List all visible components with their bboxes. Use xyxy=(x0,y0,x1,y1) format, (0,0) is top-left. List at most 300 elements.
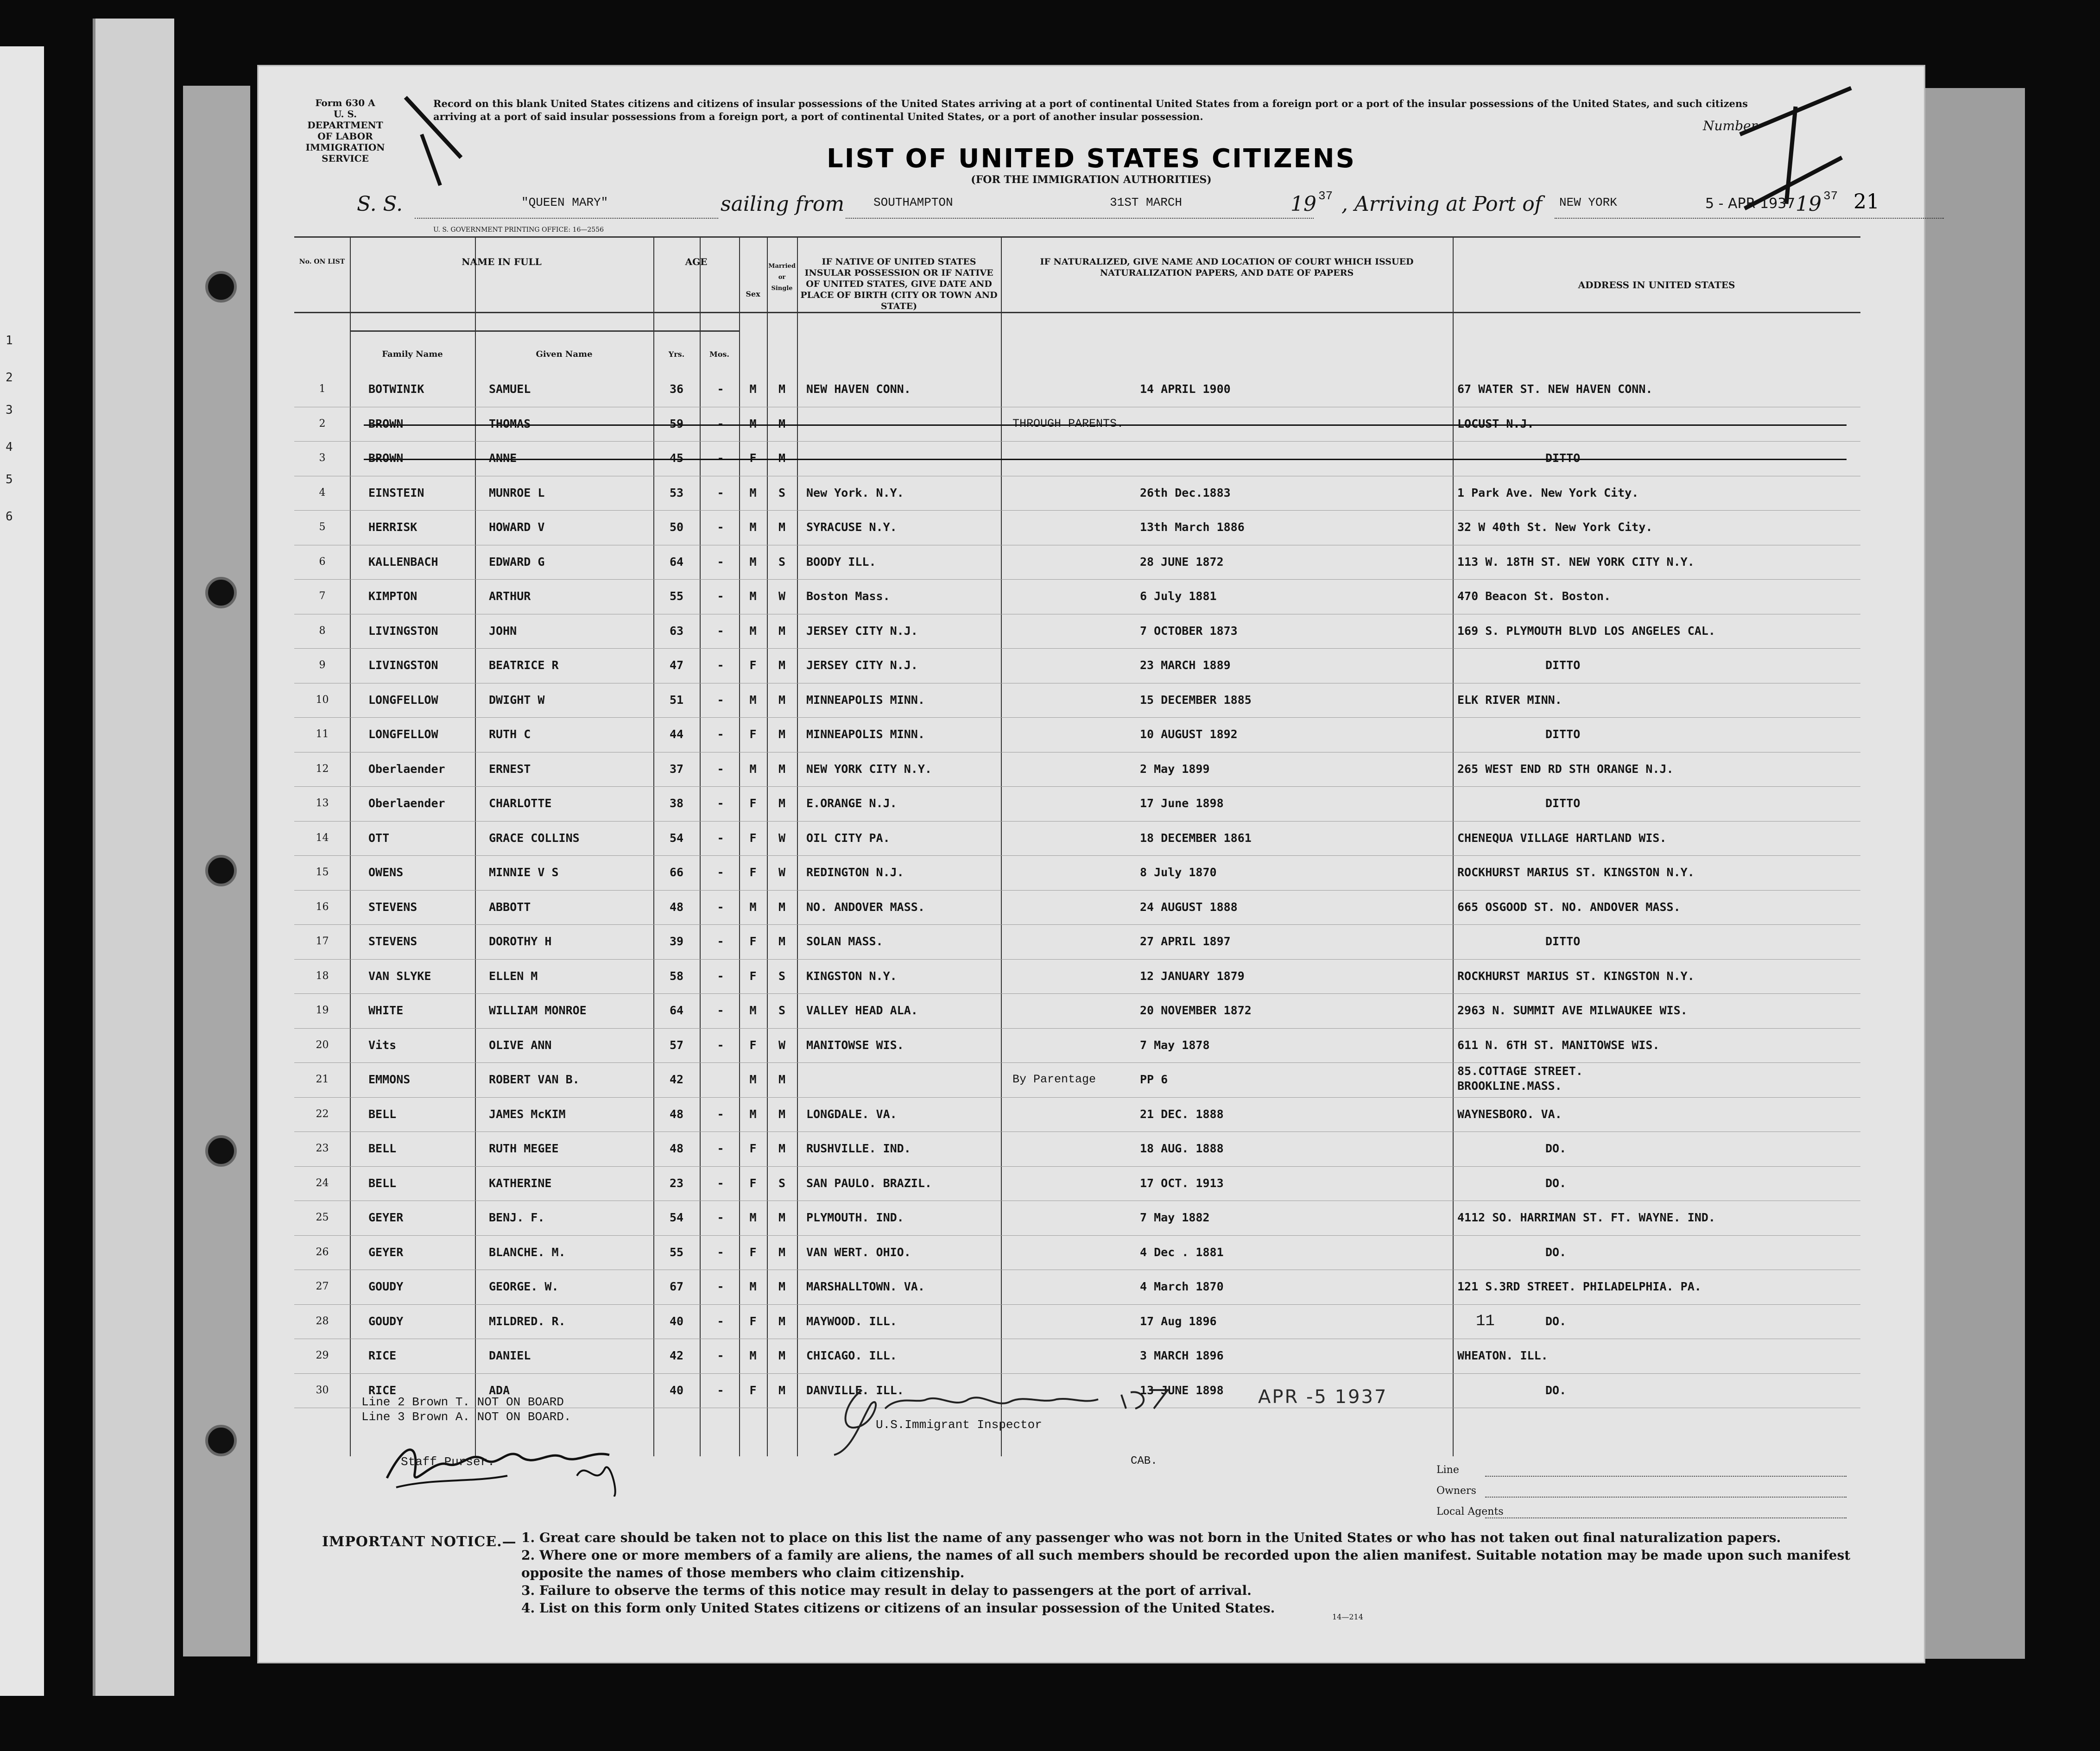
family-name: LIVINGSTON xyxy=(368,624,438,638)
family-name: RICE xyxy=(368,1383,397,1397)
family-name: EMMONS xyxy=(368,1073,411,1086)
form-number-block: Form 630 A U. S. DEPARTMENT OF LABOR IMMIGRATION SERVICE xyxy=(305,97,385,164)
sex: F xyxy=(749,1038,757,1052)
marital-status: M xyxy=(778,1107,786,1121)
age-years: 64 xyxy=(669,1004,684,1017)
us-address: 32 W 40th St. New York City. xyxy=(1457,520,1653,534)
birth-place: MINNEAPOLIS MINN. xyxy=(806,727,925,741)
departure-date: 31ST MARCH xyxy=(1110,196,1183,209)
sex: M xyxy=(749,624,757,638)
birth-date: 24 AUGUST 1888 xyxy=(1140,900,1238,914)
family-name: BOTWINIK xyxy=(368,382,424,396)
important-notice-list xyxy=(521,1529,1865,1617)
naturalization xyxy=(1012,752,1300,786)
age-years: 58 xyxy=(669,969,684,983)
us-address: 121 S.3RD STREET. PHILADELPHIA. PA. xyxy=(1457,1280,1702,1293)
arrival-year: 37 xyxy=(1823,189,1838,203)
us-address: ELK RIVER MINN. xyxy=(1457,693,1562,707)
us-address: 665 OSGOOD ST. NO. ANDOVER MASS. xyxy=(1457,900,1681,914)
age-years: 67 xyxy=(669,1280,684,1293)
us-address: 265 WEST END RD STH ORANGE N.J. xyxy=(1457,762,1674,776)
table-row xyxy=(294,786,1860,821)
manifest-sheet: Form 630 A U. S. DEPARTMENT OF LABOR IMMIGRATION SERVICE Record on this blank United States citizens and citizens of insular possessions of the United States arriving at a port of continental United States from a foreign port or a port of the insular possessions of the United States, and such citizens arriving at a port of said insular possessions from a foreign port, a port of continental United States, or a port of another insular possession. Number LIST OF UNITED STATES CITIZENS (FOR THE IMMIGRATION AUTHORITIES) S. S. "QUEEN MARY" sailing from SOUTHAMPTON 31ST MARCH 19 37 , Arriving at Port of NEW YORK 5 - APR 1937 19 37 21 U. S. GOVERNMENT PRINTING OFFICE: 16—2556 No. ON LIST NAME IN FULL Family Name Given Name AGE Yrs. Mos. Sex Married or Single IF NATIVE OF UNITED STATES INSULAR POSSESSION OR IF NATIVE OF UNITED STATES, GIVE DATE AND PLACE OF BIRTH (CITY OR TOWN AND STATE) IF NATURALIZED, GIVE NAME AND LOCATION OF COURT WHICH ISSUED NATURALIZATION PAPERS, AND DATE OF PAPERS ADDRESS IN UNITED STATES 1 BOTWINIK SAMUEL 36 - M M NEW HAVEN CONN. 14 APRIL 1900 67 WATER ST. NEW HAVEN CONN. 2 BROWN THOMAS 59 - M M THROUGH PARENTS. LOCUST N.J. 3 BROWN ANNE 45 - F M DITTO 4 EINSTEIN MUNROE L 53 - M S New York. N.Y. 26th Dec.1883 1 Park Ave. New York City. 5 HERRISK HOWARD V 50 - M M SYRACUSE N.Y. 13th March 1886 32 W 40th St. New York City. 6 KALLENBACH EDWARD G 64 - M S BOODY ILL. 28 JUNE 1872 113 W. 18TH ST. NEW YORK CITY N.Y. 7 KIMPTON ARTHUR 55 - M W Boston Mass. 6 July 1881 470 Beacon St. Boston. 8 LIVINGSTON JOHN 63 - M M JERSEY CITY N.J. 7 OCTOBER 1873 169 S. PLYMOUTH BLVD LOS ANGELES CAL. 9 LIVINGSTON BEATRICE R 47 - F M JERSEY CITY N.J. 23 MARCH 1889 DITTO 10 LONGFELLOW DWIGHT W 51 - M M MINNEAPOLIS MINN. 15 DECEMBER 1885 ELK RIVER MINN. 11 LONGFELLOW RUTH C 44 - F M MINNEAPOLIS MINN. 10 AUGUST 1892 DITTO 12 Oberlaender ERNEST 37 - M M NEW YORK CITY N.Y. 2 May 1899 265 WEST END RD STH ORANGE N.J. 13 Oberlaender CHARLOTTE 38 - F M E.ORANGE N.J. 17 June 1898 DITTO 14 OTT GRACE COLLINS 54 - F W OIL CITY PA. 18 DECEMBER 1861 CHENEQUA VILLAGE HARTLAND WIS. 15 OWENS MINNIE V S 66 - F W REDINGTON N.J. 8 July 1870 ROCKHURST MARIUS ST. KINGSTON N.Y. 16 STEVENS ABBOTT 48 - M M NO. ANDOVER MASS. 24 AUGUST 1888 665 OSGOOD ST. NO. ANDOVER MASS. 17 STEVENS DOROTHY H 39 - F M SOLAN MASS. 27 APRIL 1897 DITTO 18 VAN SLYKE ELLEN M 58 - F S KINGSTON N.Y. 12 JANUARY 1879 ROCKHURST MARIUS ST. KINGSTON N.Y. 19 WHITE WILLIAM MONROE 64 - M S VALLEY HEAD ALA. 20 NOVEMBER 1872 2963 N. SUMMIT AVE MILWAUKEE WIS. 20 Vits OLIVE ANN 57 - F W MANITOWSE WIS. 7 May 1878 611 N. 6TH ST. MANITOWSE WIS. 21 EMMONS ROBERT VAN B. 42 M M PP 6 By Parentage 85.COTTAGE STREET. BROOKLINE.MASS. 22 BELL JAMES McKIM 48 - M M LONGDALE. VA. 21 DEC. 1888 WAYNESBORO. VA. 23 BELL RUTH MEGEE 48 - F M RUSHVILLE. IND. 18 AUG. 1888 DO. 24 BELL KATHERINE 23 - F S SAN PAULO. BRAZIL. 17 OCT. 1913 DO. 25 GEYER BENJ. F. 54 - M M PLYMOUTH. IND. 7 May 1882 4112 SO. HARRIMAN ST. FT. WAYNE. IND. 26 GEYER BLANCHE. M. 55 - F M VAN WERT. OHIO. 4 Dec . 1881 DO. 27 GOUDY GEORGE. W. 67 - M M MARSHALLTOWN. VA. 4 March 1870 121 S.3RD STREET. PHILADELPHIA. PA. 28 GOUDY MILDRED. R. 40 - F M MAYWOOD. ILL. 17 Aug 1896 11 DO. 29 RICE DANIEL 42 - M M CHICAGO. ILL. 3 MARCH 1896 WHEATON. ILL. 30 RICE ADA 40 - F M DANVILLE. ILL. 13 JUNE 1898 DO. Line 2 Brown T. NOT ON BOARD Line 3 Brown A. NOT ON BOARD. Staff Purser. U.S.Immigrant Inspector APR -5 1937 CAB. Line Owners Local Agents IMPORTANT NOTICE.— 1. Great care should be taken not to place on this list the name of any passenger who was not born in the United States or who has not taken out final naturalization papers. 2. Where one or more members of a family are aliens, the names of all such members should be recorded upon the alien manifest. Suitable notation may be made upon such manifest opposite the names of those members who claim citizenship. 3. Failure to observe the terms of this notice may result in delay to passengers at the port of arrival. 4. List on this form only United States citizens or citizens of an insular possession of the United States. 14—214 xyxy=(257,65,1925,1663)
purser-label: Staff Purser. xyxy=(401,1455,495,1469)
family-name: KALLENBACH xyxy=(368,555,438,569)
age-months: - xyxy=(717,1245,724,1259)
age-years: 59 xyxy=(669,417,684,430)
birth-date: 7 OCTOBER 1873 xyxy=(1140,624,1238,638)
age-years: 55 xyxy=(669,1245,684,1259)
us-address: ROCKHURST MARIUS ST. KINGSTON N.Y. xyxy=(1457,969,1695,983)
marital-status: M xyxy=(778,900,786,914)
line-number: 20 xyxy=(316,1039,329,1051)
line-number: 13 xyxy=(316,797,329,809)
naturalization-header: IF NATURALIZED, GIVE NAME AND LOCATION OF COURT WHICH ISSUED NATURALIZATION PAPERS, AND DATE OF PAPERS xyxy=(1040,257,1414,278)
family-name: GEYER xyxy=(368,1245,404,1259)
sex: F xyxy=(749,1176,757,1190)
given-name: ABBOTT xyxy=(489,900,531,914)
line-number: 28 xyxy=(316,1315,329,1327)
age-months: - xyxy=(717,1280,724,1293)
printing-office-code: U. S. GOVERNMENT PRINTING OFFICE: 16—2556 xyxy=(433,226,604,234)
line-number: 1 xyxy=(319,383,326,395)
sex: F xyxy=(749,658,757,672)
given-name: EDWARD G xyxy=(489,555,545,569)
age-months: - xyxy=(717,1383,724,1397)
us-address: 113 W. 18TH ST. NEW YORK CITY N.Y. xyxy=(1457,555,1695,569)
marital-status: W xyxy=(778,589,786,603)
given-name: DWIGHT W xyxy=(489,693,545,707)
naturalization xyxy=(1012,441,1300,475)
us-address: DO. xyxy=(1545,1142,1567,1155)
us-address: DO. xyxy=(1545,1383,1567,1397)
family-name: OTT xyxy=(368,831,390,845)
given-name: ELLEN M xyxy=(489,969,538,983)
us-address: DO. xyxy=(1545,1245,1567,1259)
age-months: - xyxy=(717,451,724,465)
sex: M xyxy=(749,1280,757,1293)
line-number: 21 xyxy=(316,1074,329,1085)
family-name-header: Family Name xyxy=(382,349,443,359)
family-name: HERRISK xyxy=(368,520,417,534)
marital-status: W xyxy=(778,831,786,845)
marital-status: S xyxy=(778,486,786,499)
birth-date: 17 Aug 1896 xyxy=(1140,1314,1217,1328)
given-name: DOROTHY H xyxy=(489,935,552,948)
line-number: 19 xyxy=(316,1005,329,1016)
sex: M xyxy=(749,589,757,603)
table-row xyxy=(294,1304,1860,1339)
sex-header: Sex xyxy=(746,290,760,298)
age-months: - xyxy=(717,1107,724,1121)
header-rule xyxy=(350,330,739,332)
given-name: OLIVE ANN xyxy=(489,1038,552,1052)
table-row xyxy=(294,407,1860,441)
family-name: GOUDY xyxy=(368,1314,404,1328)
age-months: - xyxy=(717,658,724,672)
age-months: - xyxy=(717,969,724,983)
family-name: STEVENS xyxy=(368,935,417,948)
naturalization xyxy=(1012,993,1300,1028)
given-name: ARTHUR xyxy=(489,589,531,603)
birth-place: MAYWOOD. ILL. xyxy=(806,1314,897,1328)
birth-date: 3 MARCH 1896 xyxy=(1140,1349,1224,1362)
birth-place: Boston Mass. xyxy=(806,589,890,603)
given-name: ADA xyxy=(489,1383,510,1397)
name-in-full-header: NAME IN FULL xyxy=(462,256,542,267)
age-years: 45 xyxy=(669,451,684,465)
note-line-3: Line 3 Brown A. NOT ON BOARD. xyxy=(361,1410,571,1424)
sex: M xyxy=(749,1107,757,1121)
line-number: 25 xyxy=(316,1212,329,1223)
family-name: OWENS xyxy=(368,866,404,879)
notice-item: 3. Failure to observe the terms of this notice may result in delay to passengers at the port of arrival. xyxy=(521,1583,1252,1598)
line-number: 16 xyxy=(316,901,329,913)
birth-place: RUSHVILLE. IND. xyxy=(806,1142,911,1155)
marital-status: M xyxy=(778,1314,786,1328)
no-on-list-header: No. ON LIST xyxy=(299,258,345,265)
marital-status: M xyxy=(778,796,786,810)
line-number: 8 xyxy=(319,625,326,637)
marital-status: M xyxy=(778,658,786,672)
line-number: 27 xyxy=(316,1281,329,1292)
birth-place: KINGSTON N.Y. xyxy=(806,969,897,983)
sex: F xyxy=(749,1383,757,1397)
age-months: - xyxy=(717,727,724,741)
naturalization: 11 xyxy=(1476,1312,1495,1330)
record-instructions: Record on this blank United States citizens and citizens of insular possessions of the United States arriving at a port of continental United States from a foreign port or a port of the insular possessions of the United States, and such citizens arriving at a port of said insular possessions from a foreign port, a port of continental United States, or a port of another insular possession. xyxy=(433,98,1748,122)
table-row xyxy=(294,821,1860,855)
age-years: 37 xyxy=(669,762,684,776)
family-name: STEVENS xyxy=(368,900,417,914)
sex: F xyxy=(749,831,757,845)
birth-place: PLYMOUTH. IND. xyxy=(806,1211,904,1224)
birth-date: 21 DEC. 1888 xyxy=(1140,1107,1224,1121)
table-row xyxy=(294,1062,1860,1097)
naturalization: THROUGH PARENTS. xyxy=(1012,417,1124,430)
naturalization xyxy=(1012,717,1300,752)
ship-name: "QUEEN MARY" xyxy=(521,196,608,209)
age-years: 54 xyxy=(669,1211,684,1224)
line-number: 3 xyxy=(319,452,326,464)
table-row xyxy=(294,993,1860,1028)
us-address: DO. xyxy=(1545,1176,1567,1190)
birth-place: SAN PAULO. BRAZIL. xyxy=(806,1176,932,1190)
age-months: - xyxy=(717,900,724,914)
us-address: WAYNESBORO. VA. xyxy=(1457,1107,1562,1121)
table-row xyxy=(294,614,1860,648)
sex: M xyxy=(749,900,757,914)
sex: M xyxy=(749,382,757,396)
given-name: GEORGE. W. xyxy=(489,1280,559,1293)
departure-year: 37 xyxy=(1318,189,1333,203)
birth-place: VALLEY HEAD ALA. xyxy=(806,1004,918,1017)
table-row xyxy=(294,1339,1860,1373)
given-name: WILLIAM MONROE xyxy=(489,1004,587,1017)
given-name: SAMUEL xyxy=(489,382,531,396)
sex: F xyxy=(749,1314,757,1328)
us-address: DITTO xyxy=(1545,658,1581,672)
us-address: 4112 SO. HARRIMAN ST. FT. WAYNE. IND. xyxy=(1457,1211,1715,1224)
given-name: DANIEL xyxy=(489,1349,531,1362)
given-name: RUTH MEGEE xyxy=(489,1142,559,1155)
punch-hole xyxy=(205,1135,237,1167)
strikethrough-line xyxy=(364,424,1847,426)
given-name: ROBERT VAN B. xyxy=(489,1073,580,1086)
punch-hole xyxy=(205,577,237,608)
naturalization xyxy=(1012,510,1300,544)
birth-date: 27 APRIL 1897 xyxy=(1140,935,1231,948)
inspector-label: U.S.Immigrant Inspector xyxy=(876,1418,1042,1432)
us-address: DITTO xyxy=(1545,935,1581,948)
family-name: GOUDY xyxy=(368,1280,404,1293)
family-name: Vits xyxy=(368,1038,397,1052)
birth-date: 7 May 1878 xyxy=(1140,1038,1210,1052)
us-address: ROCKHURST MARIUS ST. KINGSTON N.Y. xyxy=(1457,866,1695,879)
table-row xyxy=(294,476,1860,510)
age-months: - xyxy=(717,417,724,430)
back-page-strip xyxy=(93,19,174,1696)
table-row xyxy=(294,855,1860,890)
birth-place xyxy=(806,1062,982,1097)
birth-date: 18 DECEMBER 1861 xyxy=(1140,831,1252,845)
given-name: JOHN xyxy=(489,624,517,638)
age-years: 48 xyxy=(669,900,684,914)
age-months: - xyxy=(717,796,724,810)
given-name-header: Given Name xyxy=(536,349,593,359)
birth-date: 12 JANUARY 1879 xyxy=(1140,969,1245,983)
age-years: 42 xyxy=(669,1349,684,1362)
owners-label: Owners xyxy=(1436,1485,1476,1497)
birth-place-header: IF NATIVE OF UNITED STATES INSULAR POSSESSION OR IF NATIVE OF UNITED STATES, GIVE DATE AND PLACE OF BIRTH (CITY OR TOWN AND STATE) xyxy=(800,257,998,311)
age-months: - xyxy=(717,1142,724,1155)
sex: F xyxy=(749,451,757,465)
arrival-date-stamp: 5 - APR 1937 xyxy=(1705,196,1796,212)
naturalization xyxy=(1012,786,1300,821)
marital-status: W xyxy=(778,866,786,879)
previous-page-edge: 1 2 3 4 5 6 xyxy=(0,46,44,1696)
birth-date: 7 May 1882 xyxy=(1140,1211,1210,1224)
naturalization xyxy=(1012,683,1300,717)
table-row xyxy=(294,683,1860,717)
table-row xyxy=(294,510,1860,544)
table-row xyxy=(294,959,1860,993)
marital-status: M xyxy=(778,382,786,396)
birth-place: SYRACUSE N.Y. xyxy=(806,520,897,534)
birth-place: SOLAN MASS. xyxy=(806,935,883,948)
table-row xyxy=(294,648,1860,683)
age-years: 38 xyxy=(669,796,684,810)
family-name: Oberlaender xyxy=(368,762,445,776)
sex: F xyxy=(749,796,757,810)
us-address: LOCUST N.J. xyxy=(1457,417,1534,430)
given-name: CHARLOTTE xyxy=(489,796,552,810)
marital-status: W xyxy=(778,1038,786,1052)
footer-notes xyxy=(361,1395,571,1424)
us-address: WHEATON. ILL. xyxy=(1457,1349,1548,1362)
table-row xyxy=(294,1201,1860,1235)
birth-place: MARSHALLTOWN. VA. xyxy=(806,1280,925,1293)
ss-label: S. S. xyxy=(357,192,403,216)
marital-status: M xyxy=(778,693,786,707)
age-months: - xyxy=(717,762,724,776)
table-row xyxy=(294,1166,1860,1201)
age-months: - xyxy=(717,1038,724,1052)
marital-status: S xyxy=(778,969,786,983)
naturalization xyxy=(1012,855,1300,890)
sex: M xyxy=(749,486,757,499)
naturalization xyxy=(1012,579,1300,613)
family-name: GEYER xyxy=(368,1211,404,1224)
naturalization xyxy=(1012,924,1300,959)
table-row xyxy=(294,1235,1860,1270)
given-name: GRACE COLLINS xyxy=(489,831,580,845)
naturalization xyxy=(1012,476,1300,510)
birth-place: NO. ANDOVER MASS. xyxy=(806,900,925,914)
age-years: 48 xyxy=(669,1142,684,1155)
birth-place: DANVILLE. ILL. xyxy=(806,1383,904,1397)
marital-status: M xyxy=(778,1073,786,1086)
family-name: EINSTEIN xyxy=(368,486,424,499)
us-address: 85.COTTAGE STREET. xyxy=(1457,1064,1583,1078)
age-years: 53 xyxy=(669,486,684,499)
family-name: LONGFELLOW xyxy=(368,727,438,741)
family-name: BELL xyxy=(368,1176,397,1190)
marital-status: M xyxy=(778,1349,786,1362)
us-address: 1 Park Ave. New York City. xyxy=(1457,486,1639,499)
us-address: 611 N. 6TH ST. MANITOWSE WIS. xyxy=(1457,1038,1660,1052)
birth-date: 13th March 1886 xyxy=(1140,520,1245,534)
marital-status: M xyxy=(778,1383,786,1397)
birth-date: 8 July 1870 xyxy=(1140,866,1217,879)
sex: F xyxy=(749,727,757,741)
birth-place: OIL CITY PA. xyxy=(806,831,890,845)
age-years: 44 xyxy=(669,727,684,741)
given-name: MILDRED. R. xyxy=(489,1314,566,1328)
age-years: 40 xyxy=(669,1314,684,1328)
us-address: 169 S. PLYMOUTH BLVD LOS ANGELES CAL. xyxy=(1457,624,1715,638)
birth-place: REDINGTON N.J. xyxy=(806,866,904,879)
strikethrough-line xyxy=(364,459,1847,460)
age-years: 64 xyxy=(669,555,684,569)
line-number: 22 xyxy=(316,1108,329,1120)
sex: M xyxy=(749,1211,757,1224)
inspection-date-stamp: APR -5 1937 xyxy=(1258,1386,1388,1408)
yrs-header: Yrs. xyxy=(668,350,685,359)
birth-place: JERSEY CITY N.J. xyxy=(806,658,918,672)
table-row xyxy=(294,579,1860,613)
punch-hole xyxy=(205,855,237,886)
birth-date: 17 OCT. 1913 xyxy=(1140,1176,1224,1190)
number-label: Number xyxy=(1703,118,1757,133)
naturalization xyxy=(1012,1201,1300,1235)
given-name: KATHERINE xyxy=(489,1176,552,1190)
age-months: - xyxy=(717,382,724,396)
line-number: 4 xyxy=(319,487,326,499)
document-title: LIST OF UNITED STATES CITIZENS xyxy=(827,144,1356,174)
age-months: - xyxy=(717,624,724,638)
naturalization xyxy=(1012,1235,1300,1270)
table-row xyxy=(294,924,1860,959)
header-rule xyxy=(294,312,1860,313)
birth-date: 2 May 1899 xyxy=(1140,762,1210,776)
naturalization xyxy=(1012,545,1300,579)
naturalization xyxy=(1012,1339,1300,1373)
marital-status: M xyxy=(778,417,786,430)
local-agents-label: Local Agents xyxy=(1436,1506,1504,1517)
given-name: THOMAS xyxy=(489,417,531,430)
us-address: DITTO xyxy=(1545,451,1581,465)
page-number: 21 xyxy=(1853,190,1879,214)
line-number: 5 xyxy=(319,521,326,533)
marital-status: M xyxy=(778,935,786,948)
notice-item: 4. List on this form only United States citizens or citizens of an insular possession of the United States. xyxy=(521,1600,1275,1616)
us-address: CHENEQUA VILLAGE HARTLAND WIS. xyxy=(1457,831,1667,845)
birth-place: New York. N.Y. xyxy=(806,486,904,499)
birth-date: 4 March 1870 xyxy=(1140,1280,1224,1293)
table-row xyxy=(294,545,1860,579)
us-address-line-2: BROOKLINE.MASS. xyxy=(1457,1079,1562,1093)
sex: M xyxy=(749,520,757,534)
age-years: 63 xyxy=(669,624,684,638)
age-years: 50 xyxy=(669,520,684,534)
marital-status: M xyxy=(778,1211,786,1224)
sex: M xyxy=(749,555,757,569)
sex: M xyxy=(749,417,757,430)
given-name: ANNE xyxy=(489,451,517,465)
notice-item: 1. Great care should be taken not to place on this list the name of any passenger who was not born in the United States or who has not taken out final naturalization papers. xyxy=(521,1530,1781,1545)
form-code: 14—214 xyxy=(1332,1612,1363,1621)
marital-status: M xyxy=(778,624,786,638)
marital-status: M xyxy=(778,1280,786,1293)
naturalization xyxy=(1012,648,1300,683)
birth-place: MINNEAPOLIS MINN. xyxy=(806,693,925,707)
age-years: 54 xyxy=(669,831,684,845)
birth-date: 6 July 1881 xyxy=(1140,589,1217,603)
notice-item: 2. Where one or more members of a family are aliens, the names of all such members should be recorded upon the alien manifest. Suitable notation may be made upon such manifest opposite the names of those members who claim citizenship. xyxy=(521,1548,1851,1580)
marital-status: S xyxy=(778,1004,786,1017)
family-name: RICE xyxy=(368,1349,397,1362)
birth-place: NEW HAVEN CONN. xyxy=(806,382,911,396)
line-label: Line xyxy=(1436,1464,1459,1476)
naturalization xyxy=(1012,1097,1300,1132)
birth-place: LONGDALE. VA. xyxy=(806,1107,897,1121)
birth-place: CHICAGO. ILL. xyxy=(806,1349,897,1362)
birth-date: PP 6 xyxy=(1140,1073,1168,1086)
sex: F xyxy=(749,969,757,983)
us-address: 2963 N. SUMMIT AVE MILWAUKEE WIS. xyxy=(1457,1004,1688,1017)
given-name: BEATRICE R xyxy=(489,658,559,672)
birth-date: 17 June 1898 xyxy=(1140,796,1224,810)
birth-place xyxy=(806,407,982,441)
age-months: - xyxy=(717,935,724,948)
birth-place xyxy=(806,441,982,475)
birth-date: 13 JUNE 1898 xyxy=(1140,1383,1224,1397)
age-months: - xyxy=(717,1211,724,1224)
table-row xyxy=(294,752,1860,786)
naturalization xyxy=(1012,959,1300,993)
sex: F xyxy=(749,866,757,879)
age-years: 57 xyxy=(669,1038,684,1052)
marital-status: M xyxy=(778,762,786,776)
birth-place: E.ORANGE N.J. xyxy=(806,796,897,810)
sex: M xyxy=(749,1349,757,1362)
birth-place: BOODY ILL. xyxy=(806,555,876,569)
naturalization xyxy=(1012,890,1300,924)
family-name: BELL xyxy=(368,1107,397,1121)
line-number: 17 xyxy=(316,936,329,947)
us-address: DO. xyxy=(1545,1314,1567,1328)
